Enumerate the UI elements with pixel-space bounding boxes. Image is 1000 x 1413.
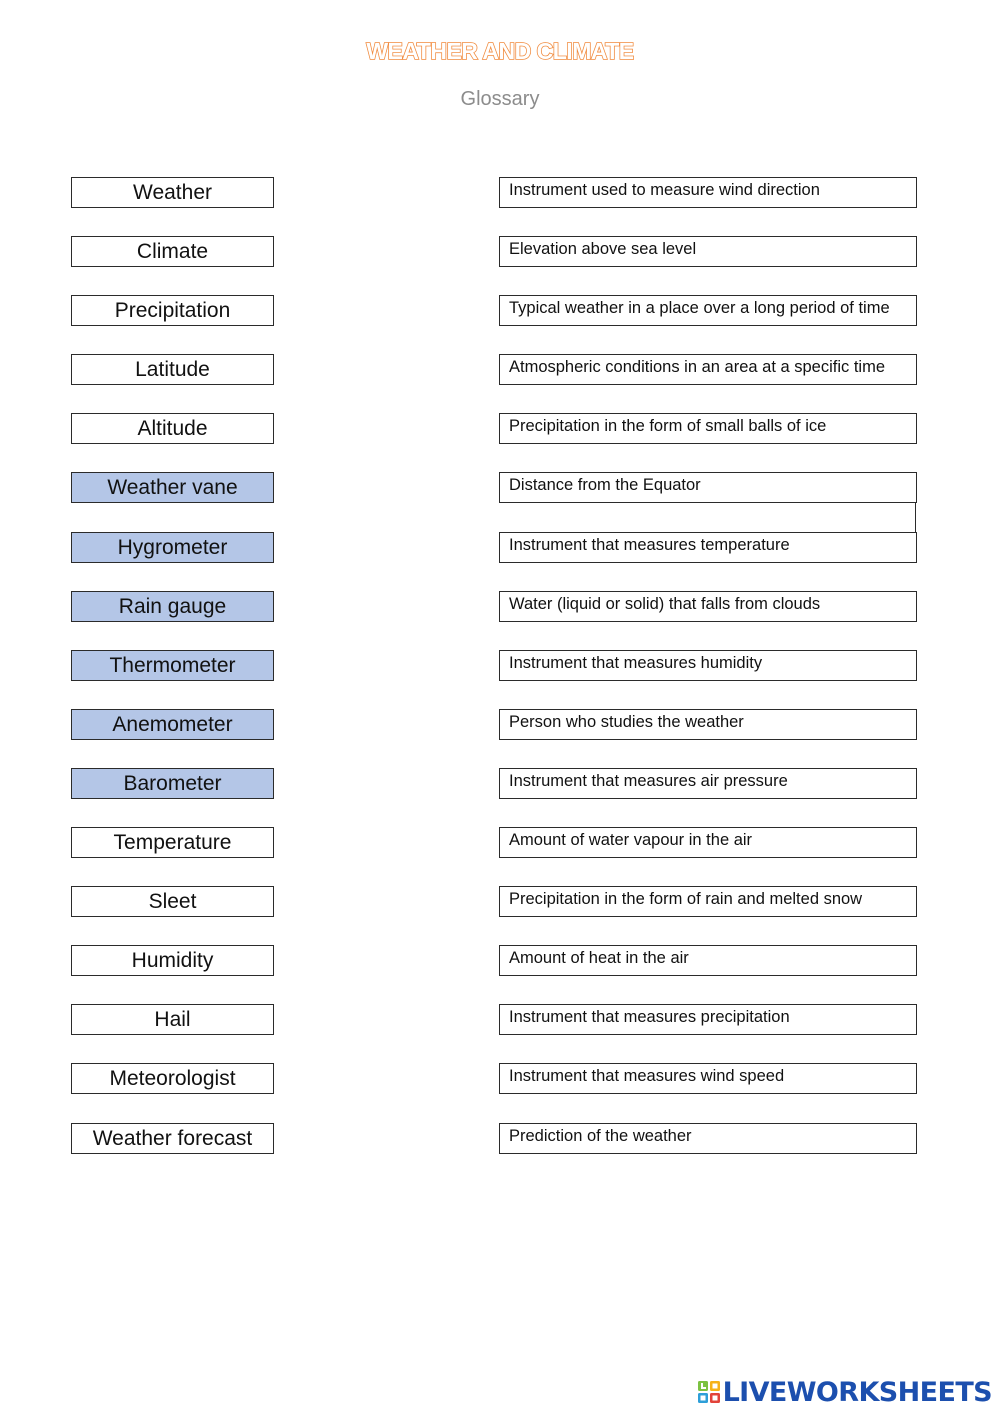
term-box-thermometer[interactable]: Thermometer <box>71 650 274 681</box>
definition-box[interactable]: Precipitation in the form of rain and melted snow <box>499 886 917 917</box>
term-box-altitude[interactable]: Altitude <box>71 413 274 444</box>
brand-wordmark: LIVEWORKSHEETS <box>722 1376 992 1408</box>
definition-box[interactable]: Water (liquid or solid) that falls from clouds <box>499 591 917 622</box>
definition-box[interactable]: Precipitation in the form of small balls of ice <box>499 413 917 444</box>
page-title: WEATHER AND CLIMATE <box>366 38 634 64</box>
definition-box[interactable]: Amount of heat in the air <box>499 945 917 976</box>
term-box-anemometer[interactable]: Anemometer <box>71 709 274 740</box>
term-box-meteorologist[interactable]: Meteorologist <box>71 1063 274 1094</box>
definition-box[interactable]: Instrument that measures precipitation <box>499 1004 917 1035</box>
term-box-temperature[interactable]: Temperature <box>71 827 274 858</box>
liveworksheets-logo-icon <box>697 1380 721 1404</box>
term-box-barometer[interactable]: Barometer <box>71 768 274 799</box>
term-box-weather-forecast[interactable]: Weather forecast <box>71 1123 274 1154</box>
term-box-latitude[interactable]: Latitude <box>71 354 274 385</box>
definition-box[interactable]: Instrument that measures wind speed <box>499 1063 917 1094</box>
definition-box[interactable]: Prediction of the weather <box>499 1123 917 1154</box>
definition-box[interactable]: Instrument that measures temperature <box>499 532 917 563</box>
definition-box[interactable]: Person who studies the weather <box>499 709 917 740</box>
term-box-precipitation[interactable]: Precipitation <box>71 295 274 326</box>
term-box-hygrometer[interactable]: Hygrometer <box>71 532 274 563</box>
definition-box[interactable]: Elevation above sea level <box>499 236 917 267</box>
definition-box[interactable]: Typical weather in a place over a long period of time <box>499 295 917 326</box>
term-box-hail[interactable]: Hail <box>71 1004 274 1035</box>
definition-box[interactable]: Instrument that measures humidity <box>499 650 917 681</box>
definition-box[interactable]: Instrument that measures air pressure <box>499 768 917 799</box>
definition-box[interactable]: Instrument used to measure wind direction <box>499 177 917 208</box>
term-box-weather[interactable]: Weather <box>71 177 274 208</box>
terms-column <box>71 177 274 1182</box>
definitions-column <box>499 177 917 1182</box>
term-box-weather-vane[interactable]: Weather vane <box>71 472 274 503</box>
term-box-rain-gauge[interactable]: Rain gauge <box>71 591 274 622</box>
definition-box[interactable]: Amount of water vapour in the air <box>499 827 917 858</box>
definition-box[interactable]: Distance from the Equator <box>499 472 917 503</box>
term-box-humidity[interactable]: Humidity <box>71 945 274 976</box>
page-subtitle: Glossary <box>460 88 540 110</box>
liveworksheets-branding <box>697 1377 992 1407</box>
box-connector-line <box>915 503 916 533</box>
term-box-climate[interactable]: Climate <box>71 236 274 267</box>
definition-box[interactable]: Atmospheric conditions in an area at a specific time <box>499 354 917 385</box>
term-box-sleet[interactable]: Sleet <box>71 886 274 917</box>
